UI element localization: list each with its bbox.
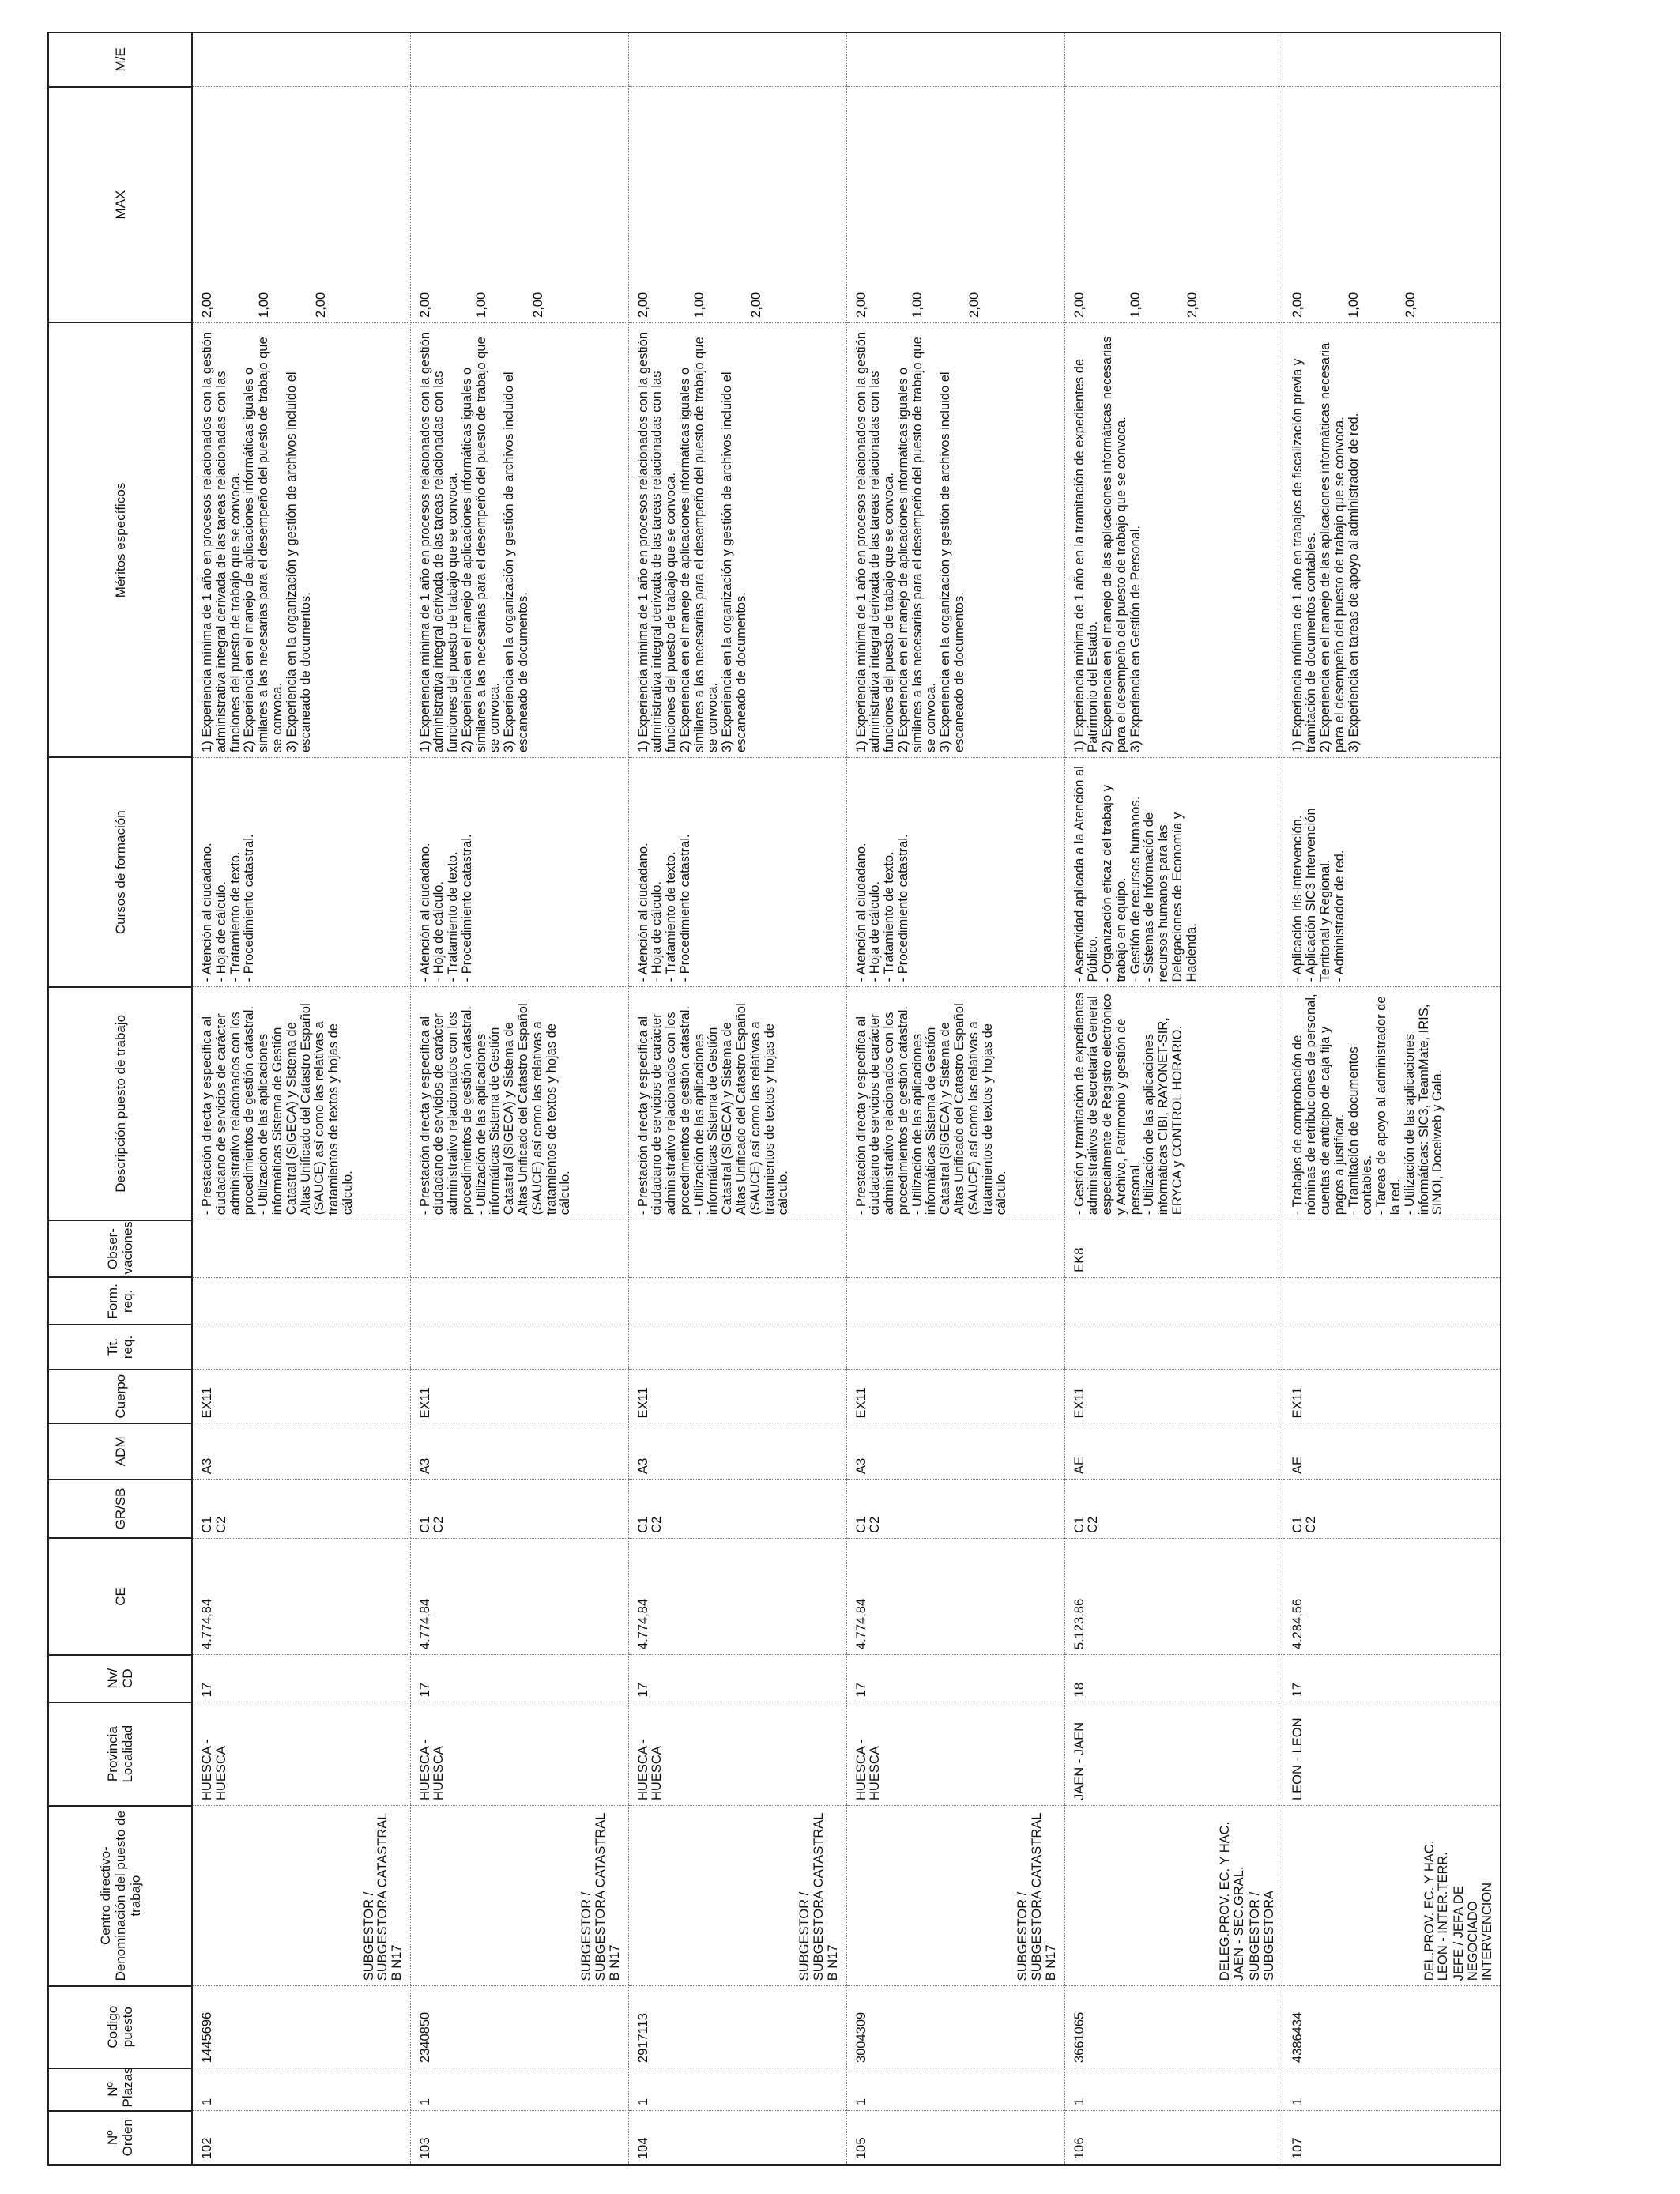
curso-item: - Atención al ciudadano. [200,843,214,982]
cell-cuerpo [410,1370,628,1423]
cell-codigo [628,1986,846,2068]
curso-item: - Gestión de recursos humanos. [1128,796,1143,982]
cell-ce [192,1538,410,1654]
max-value: 1,00 [692,292,707,318]
cell-me [410,32,628,87]
table-row [192,32,410,2165]
codigo-text: 2917113 [635,2013,650,2064]
cell-descripcion [628,987,846,1220]
curso-item: - Administrador de red. [1332,850,1347,982]
centro-wrapper [419,1811,623,1981]
cell-max [628,87,846,323]
cell-grsb [1283,1480,1501,1539]
curso-item: - Hoja de cálculo. [868,881,883,982]
nivel-text: 17 [1290,1682,1305,1698]
cell-adm [628,1423,846,1480]
orden-text: 103 [417,2137,432,2159]
cell-meritos [1283,322,1501,757]
cell-me [192,32,410,87]
merito-item: 3) Experiencia en la organización y gestión de archivos incluido el escaneado de documentos. [938,368,967,752]
cell-tit [410,1325,628,1369]
cell-descripcion [192,987,410,1220]
centro-text: SUBGESTOR / SUBGESTORA CATASTRAL B N17 [797,1809,840,1981]
curso-item: - Hoja de cálculo. [213,881,228,982]
cell-cursos [1064,757,1283,987]
ce-text: 4.774,84 [200,1598,214,1650]
max-value: 1,00 [910,292,925,318]
cell-centro [192,1806,410,1986]
cuerpo-text: EX11 [1290,1387,1305,1419]
cell-provincia [1064,1702,1283,1806]
cell-cuerpo [1283,1370,1501,1423]
grsb-item: C1 [1290,1516,1305,1533]
curso-item: - Atención al ciudadano. [417,843,432,982]
plazas-text: 1 [1072,2098,1087,2106]
cell-max [1283,87,1501,323]
cell-ce [628,1538,846,1654]
cell-provincia [846,1702,1064,1806]
nivel-text: 18 [1072,1682,1087,1698]
max-value: 1,00 [474,292,489,318]
provincia-text: HUESCA - HUESCA [853,1735,883,1801]
header-cursos: Cursos de formación [48,757,192,987]
merito-item: 2) Experiencia en el manejo de las aplicaciones informáticas necesaria para el desempeño del puesto de trabajo que se convoca. [1318,339,1347,752]
centro-wrapper [855,1811,1059,1981]
header-meritos: Méritos específicos [48,322,192,757]
cell-provincia [628,1702,846,1806]
cell-cuerpo [846,1370,1064,1423]
codigo-text: 1445696 [200,2011,214,2064]
curso-item: - Tratamiento de texto. [446,851,461,982]
centro-direccion-text: DEL.PROV. EC. Y HAC. LEON - INTER.TERR. [1422,1837,1451,1981]
cell-obs [1064,1220,1283,1278]
cell-plazas [1283,2068,1501,2111]
cell-form [410,1277,628,1325]
table-row [410,32,628,2165]
table-row [1064,32,1283,2165]
cell-adm [846,1423,1064,1480]
max-value: 2,00 [417,292,432,318]
cell-form [846,1277,1064,1325]
merito-item: 2) Experiencia en el manejo de aplicaciones informáticas iguales o similares a las necesarias para el desempeño del puesto de trabajo que se convoca. [895,333,939,752]
merito-item: 2) Experiencia en el manejo de aplicaciones informáticas iguales o similares a las necesarias para el desempeño del puesto de trabajo que se convoca. [242,333,284,752]
cell-nivel [410,1655,628,1702]
cell-plazas [410,2068,628,2111]
centro-text: SUBGESTOR / SUBGESTORA [1247,1888,1276,1981]
orden-text: 106 [1072,2137,1087,2159]
merito-item: 3) Experiencia en tareas de apoyo al administrador de red. [1346,413,1361,752]
cell-centro [1064,1806,1283,1986]
cell-grsb [1064,1480,1283,1539]
cell-obs [1283,1220,1501,1278]
curso-item: - Atención al ciudadano. [853,843,868,982]
cell-cursos [846,757,1064,987]
grsb-item: C1 [853,1516,868,1533]
cell-nivel [846,1655,1064,1702]
cell-tit [628,1325,846,1369]
header-cuerpo: Cuerpo [48,1370,192,1423]
cell-codigo [410,1986,628,2068]
nivel-text: 17 [417,1682,432,1698]
grsb-item: C2 [213,1516,228,1533]
cell-obs [192,1220,410,1278]
cell-tit [1283,1325,1501,1369]
provincia-text: HUESCA - HUESCA [417,1735,446,1801]
cell-plazas [192,2068,410,2111]
cell-orden [628,2111,846,2165]
cell-grsb [846,1480,1064,1539]
rotated-page [47,32,1596,2166]
merito-item: 3) Experiencia en la organización y gestión de archivos incluido el escaneado de documentos. [284,368,313,752]
cell-cuerpo [628,1370,846,1423]
curso-item: - Asertividad aplicada a la Atención al Público. [1072,762,1101,982]
max-value: 1,00 [256,292,271,318]
curso-item: - Tratamiento de texto. [882,851,897,982]
merito-item: 1) Experiencia mínima de 1 año en procesos relacionados con la gestión administrativa integral derivada de las tareas relacionadas con las funciones del puesto de trabajo que se convoca. [200,328,243,752]
cell-ce [1064,1538,1283,1654]
nivel-text: 17 [853,1682,868,1698]
header-tit: Tit. req. [48,1325,192,1369]
cell-descripcion [846,987,1064,1220]
cell-meritos [628,322,846,757]
cell-orden [410,2111,628,2165]
cell-centro [1283,1806,1501,1986]
provincia-text: JAEN - JAEN [1072,1721,1087,1801]
cell-centro [628,1806,846,1986]
centro-direccion-text: DELEG.PROV. EC. Y HAC. JAEN - SEC.GRAL. [1218,1818,1247,1981]
cell-me [628,32,846,87]
cell-descripcion [1064,987,1283,1220]
merito-item: 3) Experiencia en la organización y gestión de archivos incluido el escaneado de documentos. [720,368,749,752]
cell-provincia [410,1702,628,1806]
header-row [48,32,192,2165]
max-value: 2,00 [200,292,214,318]
cell-descripcion [410,987,628,1220]
cuerpo-text: EX11 [1072,1387,1087,1419]
cell-provincia [1283,1702,1501,1806]
cell-cursos [1283,757,1501,987]
max-value: 1,00 [1347,292,1362,318]
adm-text: A3 [417,1457,432,1475]
adm-text: AE [1072,1457,1087,1475]
cuerpo-text: EX11 [200,1387,214,1419]
descripcion-text: - Trabajos de comprobación de nóminas de retribuciones de personal, cuentas de anticipo de caja fija y pagos a justificar. - Tramitación de documentos contables. - Tareas de apoyo al administrador de la red. - Utilización de las aplicaciones informáticas: SIC3, TeamMate, IRIS, SINOI, Docelweb y Gala. [1290,993,1445,1216]
cell-orden [846,2111,1064,2165]
plazas-text: 1 [635,2098,650,2106]
centro-wrapper [1291,1811,1495,1981]
cell-obs [846,1220,1064,1278]
merito-item: 2) Experiencia en el manejo de las aplicaciones informáticas necesarias para el desempeño del puesto de trabajo que se convoca. [1100,332,1128,752]
cell-meritos [192,322,410,757]
cell-nivel [1283,1655,1501,1702]
cell-orden [1064,2111,1283,2165]
merito-item: 1) Experiencia mínima de 1 año en procesos relacionados con la gestión administrativa integral derivada de las tareas relacionadas con las funciones del puesto de trabajo que se convoca. [635,328,679,752]
cell-plazas [1064,2068,1283,2111]
cell-form [1283,1277,1501,1325]
cell-adm [1064,1423,1283,1480]
obs-text: EK8 [1072,1247,1087,1272]
cuerpo-text: EX11 [853,1387,868,1419]
cell-obs [410,1220,628,1278]
cell-cursos [192,757,410,987]
cell-orden [1283,2111,1501,2165]
centro-text: JEFE / JEFA DE NEGOCIADO INTERVENCION [1452,1882,1494,1981]
orden-text: 107 [1290,2137,1305,2159]
curso-item: - Procedimiento catastral. [459,834,474,982]
cell-plazas [846,2068,1064,2111]
cell-adm [192,1423,410,1480]
ce-text: 4.774,84 [417,1598,432,1650]
header-descripcion: Descripción puesto de trabajo [48,987,192,1220]
header-form: Form. req. [48,1277,192,1325]
grsb-item: C1 [1072,1516,1087,1533]
descripcion-text: - Prestación directa y específica al ciudadano de servicios de carácter administrativo relacionados con los procedimientos de gestión catastral. - Utilización de las aplicaciones informáticas Sistema de Gestión Catastral (SIGECA) y Sistema de Altas Unificado del Catastro Español (SAUCE) así como las relativas a tratamientos de textos y hojas de cálculo. [417,1003,573,1216]
grsb-item: C1 [635,1516,650,1533]
max-value: 2,00 [1185,292,1200,318]
cuerpo-text: EX11 [417,1387,432,1419]
grsb-item: C2 [650,1516,665,1533]
cell-meritos [846,322,1064,757]
cell-meritos [410,322,628,757]
curso-item: - Hoja de cálculo. [650,881,665,982]
cuerpo-text: EX11 [635,1387,650,1419]
curso-item: - Aplicación Iris-Intervención. [1290,815,1305,982]
cell-max [192,87,410,323]
cell-codigo [192,1986,410,2068]
header-centro: Centro directivo- Denominación del puesto de trabajo [48,1806,192,1986]
codigo-text: 3661065 [1072,2011,1087,2064]
cell-form [628,1277,846,1325]
cell-me [1283,32,1501,87]
cell-grsb [410,1480,628,1539]
cell-codigo [846,1986,1064,2068]
grsb-item: C1 [417,1516,432,1533]
provincia-text: HUESCA - HUESCA [635,1735,665,1801]
header-max: MAX [48,87,192,323]
cell-plazas [628,2068,846,2111]
max-value: 1,00 [1128,292,1143,318]
max-value: 2,00 [1072,292,1087,318]
cell-centro [410,1806,628,1986]
cell-tit [846,1325,1064,1369]
cell-codigo [1064,1986,1283,2068]
descripcion-text: - Prestación directa y específica al ciudadano de servicios de carácter administrativo relacionados con los procedimientos de gestión catastral. - Utilización de las aplicaciones informáticas Sistema de Gestión Catastral (SIGECA) y Sistema de Altas Unificado del Catastro Español (SAUCE) así como las relativas a tratamientos de textos y hojas de cálculo. [635,1003,791,1216]
centro-text: SUBGESTOR / SUBGESTORA CATASTRAL B N17 [1015,1809,1058,1981]
curso-item: - Hoja de cálculo. [431,881,446,982]
header-orden: Nº Orden [48,2111,192,2165]
plazas-text: 1 [853,2098,868,2106]
codigo-text: 2340850 [417,2011,432,2064]
cell-grsb [628,1480,846,1539]
curso-item: - Procedimiento catastral. [242,834,257,982]
curso-item: - Sistemas de Información de recursos humanos para las Delegaciones de Economía y Hacienda. [1142,809,1199,982]
cell-nivel [192,1655,410,1702]
ce-text: 5.123,86 [1072,1598,1087,1650]
orden-text: 104 [635,2137,650,2159]
curso-item: - Atención al ciudadano. [635,843,650,982]
orden-text: 105 [853,2137,868,2159]
max-value: 2,00 [1403,292,1418,318]
descripcion-text: - Prestación directa y específica al ciudadano de servicios de carácter administrativo relacionados con los procedimientos de gestión catastral. - Utilización de las aplicaciones informáticas Sistema de Gestión Catastral (SIGECA) y Sistema de Altas Unificado del Catastro Español (SAUCE) así como las relativas a tratamientos de textos y hojas de cálculo. [853,1003,1009,1216]
header-me: M/E [48,32,192,87]
header-obs: Obser- vaciones [48,1220,192,1278]
codigo-text: 4386434 [1290,2011,1305,2064]
curso-item: - Tratamiento de texto. [228,851,243,982]
merito-item: 2) Experiencia en el manejo de aplicaciones informáticas iguales o similares a las necesarias para el desempeño del puesto de trabajo que se convoca. [677,333,721,752]
header-adm: ADM [48,1423,192,1480]
adm-text: A3 [635,1457,650,1475]
max-value: 2,00 [531,292,546,318]
merito-item: 1) Experiencia mínima de 1 año en procesos relacionados con la gestión administrativa integral derivada de las tareas relacionadas con las funciones del puesto de trabajo que se convoca. [417,328,461,752]
header-grsb: GR/SB [48,1480,192,1539]
ce-text: 4.774,84 [635,1598,650,1650]
cell-adm [1283,1423,1501,1480]
grsb-item: C2 [1304,1516,1319,1533]
cell-me [846,32,1064,87]
header-plazas: Nº Plazas [48,2068,192,2111]
centro-wrapper [1073,1811,1277,1981]
max-value: 2,00 [967,292,982,318]
job-positions-table [47,32,1501,2166]
cell-tit [192,1325,410,1369]
ce-text: 4.774,84 [853,1598,868,1650]
plazas-text: 1 [417,2098,432,2106]
cell-meritos [1064,322,1283,757]
centro-wrapper [201,1811,405,1981]
max-value: 2,00 [1290,292,1305,318]
cell-adm [410,1423,628,1480]
cell-max [846,87,1064,323]
cell-ce [1283,1538,1501,1654]
cell-cursos [628,757,846,987]
header-codigo: Codigo puesto [48,1986,192,2068]
merito-item: 1) Experiencia mínima de 1 año en la tramitación de expedientes de Patrimonio del Estado. [1072,355,1101,752]
header-nivel: Nv/ CD [48,1655,192,1702]
cell-cursos [410,757,628,987]
header-provincia: Provincia Localidad [48,1702,192,1806]
cell-nivel [628,1655,846,1702]
cell-me [1064,32,1283,87]
codigo-text: 3004309 [853,2011,868,2064]
cell-tit [1064,1325,1283,1369]
curso-item: - Procedimiento catastral. [677,834,692,982]
nivel-text: 17 [200,1682,214,1698]
cell-max [410,87,628,323]
merito-item: 3) Experiencia en la organización y gestión de archivos incluido el escaneado de documentos. [502,368,531,752]
adm-text: AE [1290,1457,1305,1475]
merito-item: 2) Experiencia en el manejo de aplicaciones informáticas iguales o similares a las necesarias para el desempeño del puesto de trabajo que se convoca. [459,333,503,752]
max-value: 2,00 [635,292,650,318]
curso-item: - Organización eficaz del trabajo y trabajo en equipo. [1100,781,1128,982]
grsb-item: C2 [431,1516,446,1533]
merito-item: 1) Experiencia mínima de 1 año en procesos relacionados con la gestión administrativa integral derivada de las tareas relacionadas con las funciones del puesto de trabajo que se convoca. [853,328,897,752]
cell-nivel [1064,1655,1283,1702]
grsb-item: C1 [200,1516,214,1533]
centro-text: SUBGESTOR / SUBGESTORA CATASTRAL B N17 [361,1809,405,1981]
adm-text: A3 [853,1457,868,1475]
plazas-text: 1 [1290,2098,1305,2106]
cell-obs [628,1220,846,1278]
table-row [628,32,846,2165]
curso-item: - Procedimiento catastral. [895,834,910,982]
table-body [192,32,1501,2165]
orden-text: 102 [200,2137,214,2159]
max-value: 2,00 [313,292,328,318]
table-row [1283,32,1501,2165]
cell-orden [192,2111,410,2165]
merito-item: 3) Experiencia en Gestión de Personal. [1128,525,1143,752]
provincia-text: LEON - LEON [1290,1717,1305,1801]
cell-cuerpo [192,1370,410,1423]
merito-item: 1) Experiencia mínima de 1 año en trabajos de fiscalización previa y tramitación de documentos contables. [1290,355,1319,752]
adm-text: A3 [200,1457,214,1475]
cell-ce [846,1538,1064,1654]
centro-wrapper [637,1811,841,1981]
cell-form [1064,1277,1283,1325]
cell-provincia [192,1702,410,1806]
cell-ce [410,1538,628,1654]
cell-cuerpo [1064,1370,1283,1423]
descripcion-text: - Gestión y tramitación de expedientes administrativos de Secretaría General especialmente de Registro electrónico y Archivo, Patrimonio y gestión de personal. - Utilización de las aplicaciones informáticas CIBI, RAYONET-SIR, ERYCA y CONTROL HORARIO. [1072,992,1185,1216]
curso-item: - Aplicación SIC3 Intervención Territorial y Regional. [1304,805,1333,982]
cell-codigo [1283,1986,1501,2068]
grsb-item: C2 [1086,1516,1101,1533]
cell-descripcion [1283,987,1501,1220]
table-row [846,32,1064,2165]
grsb-item: C2 [868,1516,883,1533]
centro-text: SUBGESTOR / SUBGESTORA CATASTRAL B N17 [579,1809,622,1981]
provincia-text: HUESCA - HUESCA [200,1735,228,1801]
descripcion-text: - Prestación directa y específica al ciudadano de servicios de carácter administrativo relacionados con los procedimientos de gestión catastral. - Utilización de las aplicaciones informáticas Sistema de Gestión Catastral (SIGECA) y Sistema de Altas Unificado del Catastro Español (SAUCE) así como las relativas a tratamientos de textos y hojas de cálculo. [200,1003,355,1216]
cell-centro [846,1806,1064,1986]
cell-max [1064,87,1283,323]
curso-item: - Tratamiento de texto. [664,851,679,982]
nivel-text: 17 [635,1682,650,1698]
header-ce: CE [48,1538,192,1654]
ce-text: 4.284,56 [1290,1598,1305,1650]
cell-grsb [192,1480,410,1539]
max-value: 2,00 [853,292,868,318]
cell-form [192,1277,410,1325]
max-value: 2,00 [749,292,764,318]
plazas-text: 1 [200,2098,214,2106]
